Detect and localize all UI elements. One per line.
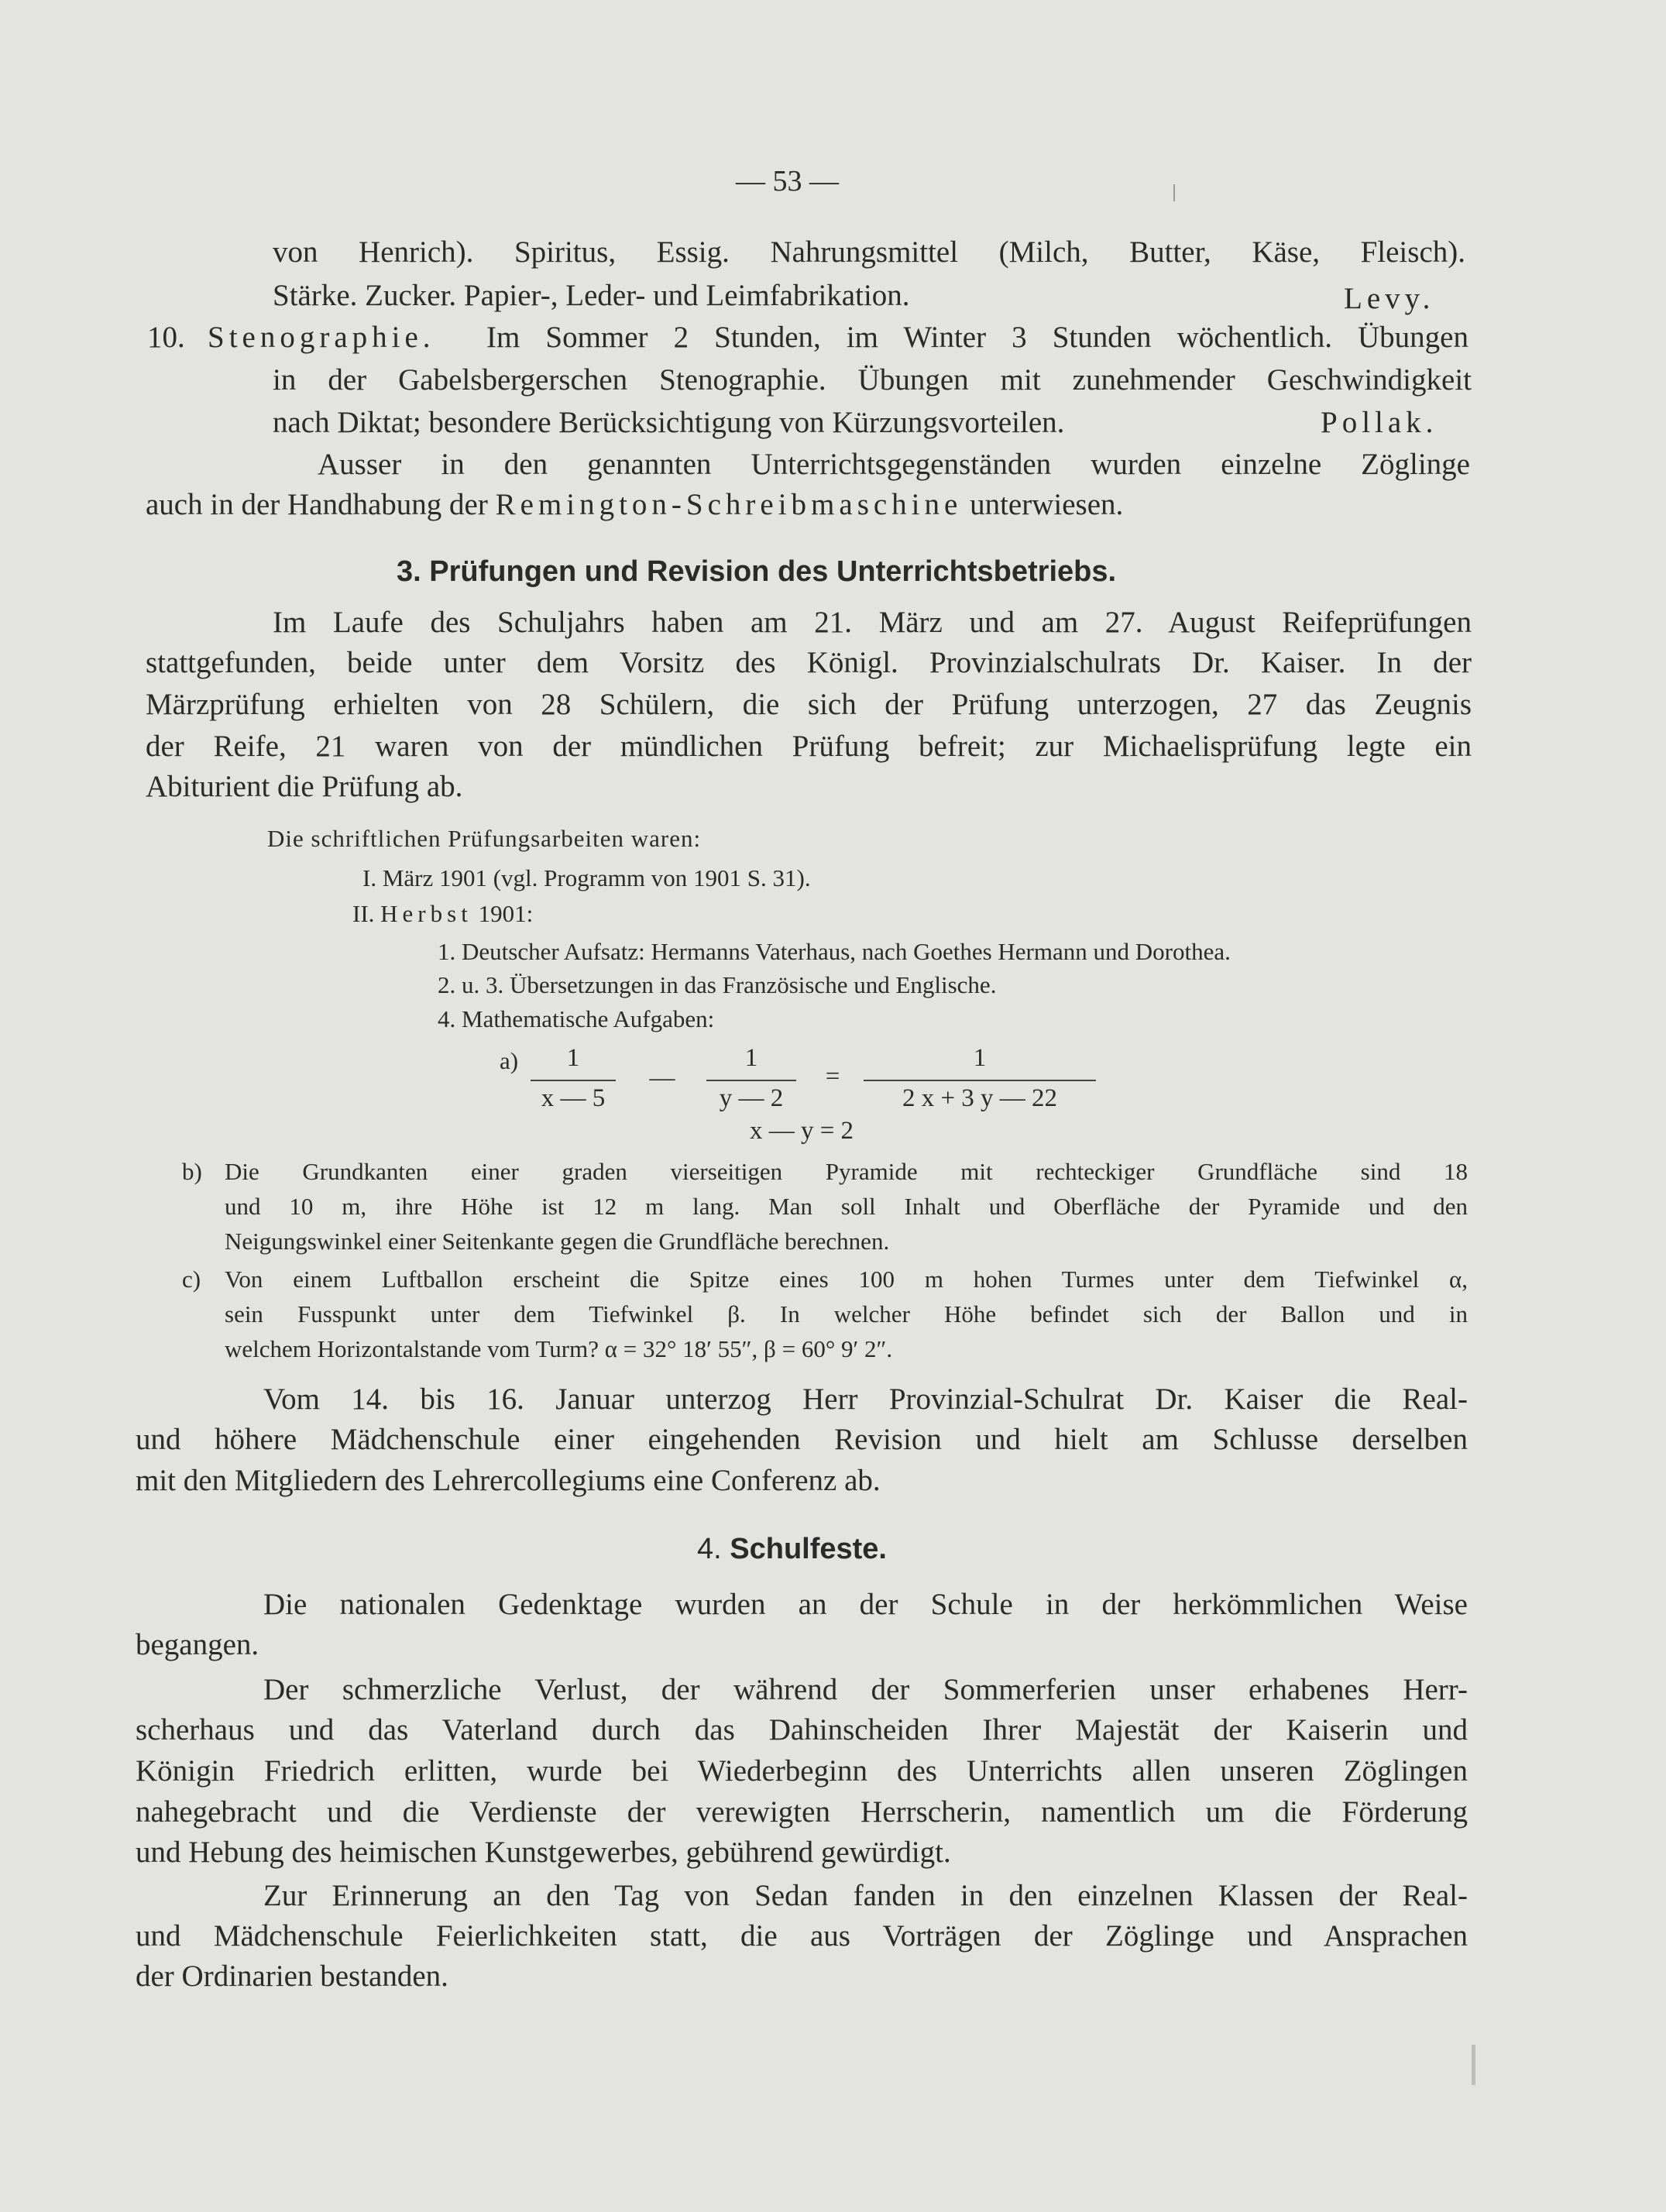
task-c-label: c) [182,1266,201,1293]
section-3-para-line-2: stattgefunden, beide unter dem Vorsitz des Königl. Provinzialschulrats Dr. Kaiser. In der [146,646,1472,679]
festivals-para-2-line-1: Der schmerzliche Verlust, der während der Sommerferien unser erhabenes Herr- [263,1673,1468,1706]
festivals-para-2-line-5: und Hebung des heimischen Kunstgewerbes, gebührend gewürdigt. [136,1836,951,1869]
festivals-para-1-line-1: Die nationalen Gedenktage wurden an der Schule in der herkömmlichen Weise [263,1588,1468,1621]
section-3-para-line-3: Märzprüfung erhielten von 28 Schülern, die sich der Prüfung unterzogen, 27 das Zeugnis [146,688,1472,721]
exam-autumn [352,898,533,929]
fraction-2-numerator: 1 [744,1044,758,1072]
scan-mark [1173,184,1175,201]
item-10-line-3: nach Diktat; besondere Berücksichtigung von Kürzungsvorteilen. [273,406,1065,439]
section-3-para-line-4: der Reife, 21 waren von der mündlichen Prüfung befreit; zur Michaelisprüfung legte ein [146,730,1472,763]
author-levy: Levy. [1344,282,1435,315]
item-10-line-2: in der Gabelsbergerschen Stenographie. Übungen mit zunehmender Geschwindigkeit [273,363,1472,397]
exam-autumn-label: II. [352,900,375,927]
remington-line-1: Ausser in den genannten Unterrichtsgegenständen wurden einzelne Zöglinge [318,448,1470,481]
exam-autumn-year: 1901: [478,900,534,927]
section-3-heading [397,553,1116,590]
task-b-label: b) [182,1158,202,1185]
festivals-para-1-line-2: begangen. [136,1628,259,1661]
remington-typewriter: Remington-Schreibmaschine [495,488,963,521]
festivals-para-2-line-2: scherhaus und das Vaterland durch das Dahinscheiden Ihrer Majestät der Kaiserin und [136,1713,1468,1747]
fraction-1-bar [531,1080,616,1081]
equals-sign: = [825,1063,840,1091]
task-b-line-3: Neigungswinkel einer Seitenkante gegen die Grundfläche berechnen. [225,1228,890,1255]
remington-line-2-end: unterwiesen. [970,488,1124,521]
task-german-essay: 1. Deutscher Aufsatz: Hermanns Vaterhaus, nach Goethes Hermann und Dorothea. [438,938,1231,965]
task-b-line-2: und 10 m, ihre Höhe ist 12 m lang. Man soll Inhalt und Oberfläche der Pyramide und den [225,1193,1468,1220]
section-3-title: Prüfungen und Revision des Unterrichtsbetriebs. [429,555,1117,588]
item-10-subject: Stenographie. [208,321,435,354]
task-b-line-1: Die Grundkanten einer graden vierseitigen Pyramide mit rechteckiger Grundfläche sind 18 [225,1158,1468,1185]
task-math: 4. Mathematische Aufgaben: [438,1005,715,1032]
fraction-1-numerator: 1 [566,1044,580,1072]
section-4-heading [697,1530,887,1568]
exam-march: I. März 1901 (vgl. Programm von 1901 S. 31). [362,864,811,891]
fraction-2-bar [706,1080,796,1081]
festivals-para-2-line-3: Königin Friedrich erlitten, wurde bei Wiederbeginn des Unterrichts allen unseren Zöglingen [136,1754,1468,1788]
section-3-para-line-5: Abiturient die Prüfung ab. [146,770,463,803]
festivals-para-3-line-1: Zur Erinnerung an den Tag von Sedan fanden in den einzelnen Klassen der Real- [263,1879,1468,1912]
fraction-1-denominator: x — 5 [541,1084,606,1112]
remington-line-2-start: auch in der Handhabung der [146,488,488,521]
exam-intro: Die schriftlichen Prüfungsarbeiten waren: [267,825,702,852]
continuation-line-2: Stärke. Zucker. Papier-, Leder- und Leimfabrikation. [273,279,910,312]
festivals-para-2-line-4: nahegebracht und die Verdienste der verewigten Herrscherin, namentlich um die Förderung [136,1795,1468,1829]
revision-line-1: Vom 14. bis 16. Januar unterzog Herr Provinzial-Schulrat Dr. Kaiser die Real- [263,1382,1468,1416]
exam-autumn-season: Herbst [380,900,472,927]
fraction-3-denominator: 2 x + 3 y — 22 [902,1084,1058,1112]
fraction-3-bar [864,1080,1096,1081]
section-3-para-line-1: Im Laufe des Schuljahrs haben am 21. März und am 27. August Reifeprüfungen [273,606,1472,639]
scan-mark [1472,2045,1475,2085]
revision-line-2: und höhere Mädchenschule einer eingehenden Revision und hielt am Schlusse derselben [136,1423,1468,1456]
second-equation: x — y = 2 [749,1117,854,1145]
math-label-a: a) [500,1047,519,1074]
task-c-line-3: welchem Horizontalstande vom Turm? α = 32° 18′ 55″, β = 60° 9′ 2″. [225,1335,893,1362]
page-number: — 53 — [736,165,839,198]
task-c-line-2: sein Fusspunkt unter dem Tiefwinkel β. In welcher Höhe befindet sich der Ballon und in [225,1300,1468,1328]
task-translations: 2. u. 3. Übersetzungen in das Französische und Englische. [438,971,997,998]
task-c-line-1: Von einem Luftballon erscheint die Spitze eines 100 m hohen Turmes unter dem Tiefwinkel α, [225,1266,1468,1293]
fraction-3-numerator: 1 [973,1044,987,1072]
fraction-2-denominator: y — 2 [719,1084,784,1112]
section-3-number: 3. [397,555,421,588]
section-4-title: Schulfeste. [730,1533,887,1565]
festivals-para-3-line-3: der Ordinarien bestanden. [136,1960,448,1993]
item-10-number: 10. [147,321,185,354]
section-4-number: 4. [697,1533,722,1565]
festivals-para-3-line-2: und Mädchenschule Feierlichkeiten statt, die aus Vorträgen der Zöglinge und Ansprachen [136,1919,1468,1953]
remington-line-2 [146,486,1123,524]
minus-sign: — [649,1064,675,1092]
author-pollak: Pollak. [1321,406,1438,439]
item-10-line-1: Im Sommer 2 Stunden, im Winter 3 Stunden wöchentlich. Übungen [486,321,1468,354]
revision-line-3: mit den Mitgliedern des Lehrercollegiums eine Conferenz ab. [136,1464,881,1497]
continuation-line-1: von Henrich). Spiritus, Essig. Nahrungsmittel (Milch, Butter, Käse, Fleisch). [273,235,1465,269]
